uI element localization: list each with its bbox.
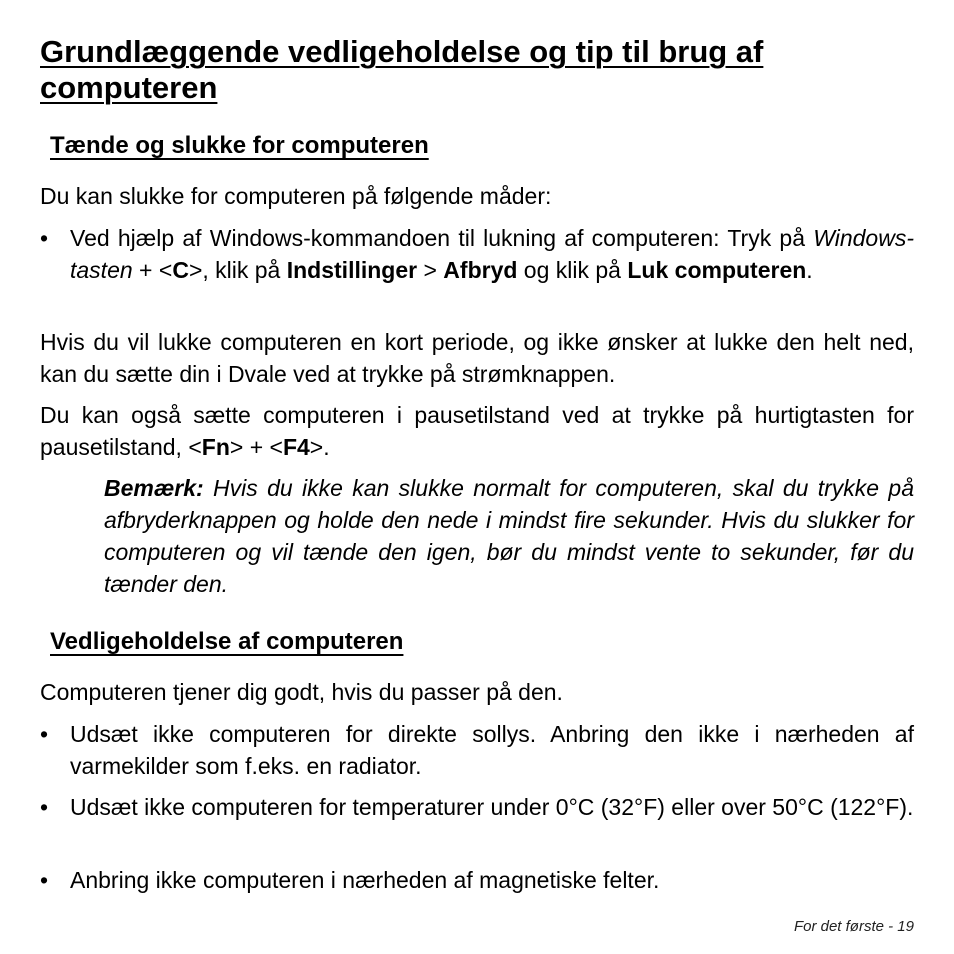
bullet-marker: • <box>40 225 49 251</box>
settings-text: Indstillinger <box>286 257 418 283</box>
bullet-text: Udsæt ikke computeren for temperaturer under 0°C (32°F) eller over 50°C (122°F). <box>70 794 914 820</box>
bullet-marker: • <box>40 721 49 747</box>
text-run: >. <box>309 434 330 460</box>
section-heading-care: Vedligeholdelse af computeren <box>50 628 404 655</box>
text-run: . <box>806 257 813 283</box>
text-run: og klik på <box>517 257 628 283</box>
bullet-text: Udsæt ikke computeren for direkte sollys. Anbring den ikke i nærheden af varmekilder som f.eks. en radiator. <box>70 721 914 779</box>
bullet-text: Anbring ikke computeren i nærheden af magnetiske felter. <box>70 867 660 893</box>
note-text: Hvis du ikke kan slukke normalt for computeren, skal du trykke på afbryderknappen og holde den nede i mindst fire sekunder. Hvis du slukker for computeren og vil tænde den igen, bør du mindst vente to sekunder, før du tænder den. <box>104 475 914 597</box>
page-title <box>40 34 900 106</box>
shutdown-text: Afbryd <box>443 257 518 283</box>
hibernate-paragraph <box>40 399 914 463</box>
text-run: Du kan også sætte computeren i pausetilstand ved at trykke på hurtigtasten for pausetilstand, < <box>40 402 914 460</box>
bullet-marker: • <box>40 867 49 893</box>
list-item <box>40 791 914 855</box>
page-footer: For det første - 19 <box>793 918 914 935</box>
list-item <box>40 222 914 318</box>
section-heading-power: Tænde og slukke for computeren <box>50 132 429 159</box>
text-run: >, klik på <box>188 257 287 283</box>
key-c-text: C <box>172 257 189 283</box>
windows-key-text: Windows-tasten <box>70 225 914 283</box>
text-run: > + < <box>229 434 283 460</box>
list-item <box>40 864 914 896</box>
bullet-marker: • <box>40 794 49 820</box>
power-intro: Du kan slukke for computeren på følgende måder: <box>40 183 552 209</box>
care-intro: Computeren tjener dig godt, hvis du passer på den. <box>40 679 563 705</box>
text-run: > <box>417 257 444 283</box>
note-label: Bemærk: <box>104 475 204 501</box>
turn-off-text: Luk computeren <box>627 257 807 283</box>
key-fn-text: Fn <box>201 434 230 460</box>
text-run: + < <box>132 257 173 283</box>
note-block <box>104 472 914 600</box>
bullet-text <box>70 222 914 286</box>
sleep-paragraph: Hvis du vil lukke computeren en kort periode, og ikke ønsker at lukke den helt ned, kan du sætte din i Dvale ved at trykke på strømknappen. <box>40 329 914 387</box>
list-item <box>40 718 914 782</box>
page-title-line2: computeren <box>40 70 218 105</box>
text-run: Ved hjælp af Windows-kommandoen til lukning af computeren: Tryk på <box>70 225 814 251</box>
page-title-line1: Grundlæggende vedligeholdelse og tip til brug af <box>40 34 764 69</box>
key-f4-text: F4 <box>282 434 310 460</box>
